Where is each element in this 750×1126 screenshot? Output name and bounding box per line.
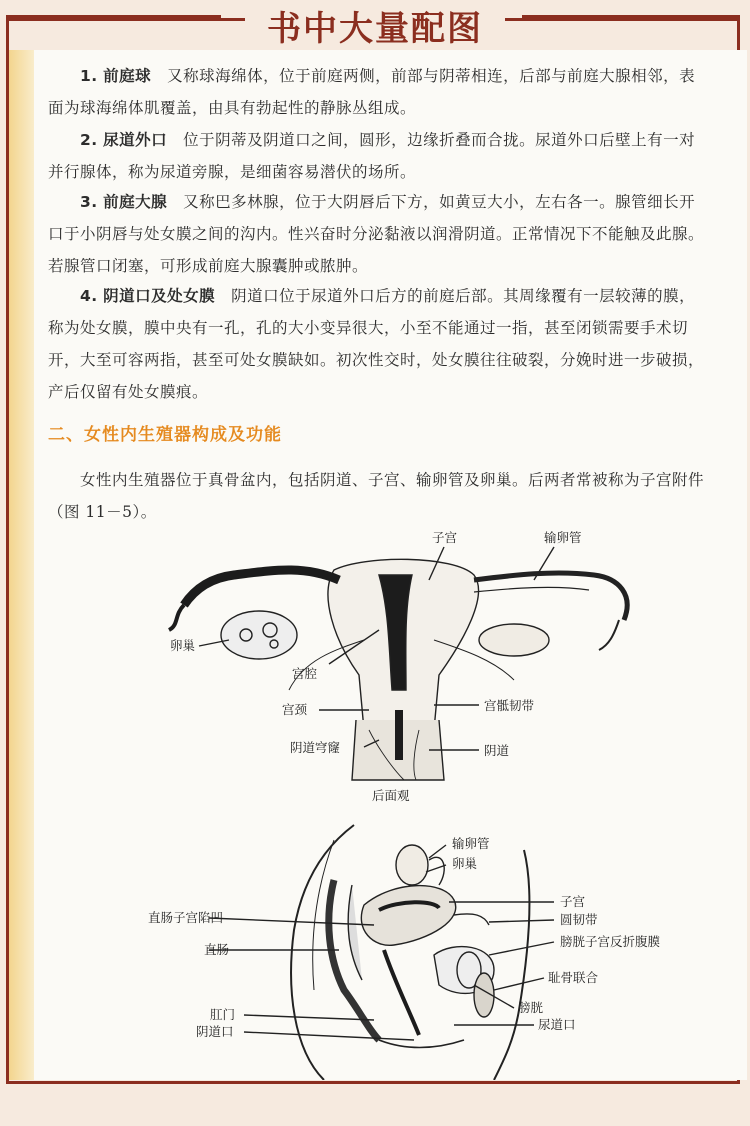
label-bladder: 膀胱 [518,1000,544,1015]
term-number: 1. [80,67,98,85]
banner [0,0,750,50]
paragraph-line: 开，大至可容两指，甚至可处女膜缺如。初次性交时，处女膜往往破裂，分娩时进一步破损， [48,351,705,369]
label-fallopian-tube: 输卵管 [544,530,582,545]
label-pubic-symphysis: 耻骨联合 [548,970,599,985]
term-number: 3. [80,193,98,211]
figure-pelvis-sagittal [209,825,554,1080]
book-page [34,50,747,1080]
label-vagina: 阴道 [484,743,510,758]
paragraph-line: 女性内生殖器位于真骨盆内，包括阴道、子宫、输卵管及卵巢。后两者常被称为子宫附件 [80,471,705,489]
paragraph-line: 阴道口位于尿道外口后方的前庭后部。其周缘覆有一层较薄的膜， [231,287,696,305]
section-heading: 二、女性内生殖器构成及功能 [48,425,282,445]
paragraph-line: 口于小阴唇与处女膜之间的沟内。性兴奋时分泌黏液以润滑阴道。正常情况下不能触及此腺。 [48,225,705,243]
term-title: 前庭大腺 [103,193,168,211]
paragraph-line: 称为处女膜，膜中央有一孔，孔的大小变异很大，小至不能通过一指，甚至闭锁需要手术切 [48,319,689,337]
paragraph-line: 又称球海绵体，位于前庭两侧，前部与阴蒂相连，后部与前庭大腺相邻，表 [167,67,696,85]
label-ovary: 卵巢 [170,638,196,653]
paragraph-line: 又称巴多林腺，位于大阴唇后下方，如黄豆大小，左右各一。腺管细长开 [183,193,696,211]
label-ovary-sagittal: 卵巢 [452,856,478,871]
label-round-ligament: 圆韧带 [560,912,598,927]
label-rectum: 直肠 [204,942,230,957]
label-uterus: 子宫 [432,530,458,545]
label-rectouterine-pouch: 直肠子宫陷凹 [148,910,224,925]
figure-uterus-posterior [169,547,627,780]
term-number: 2. [80,131,98,149]
label-vaginal-fornix: 阴道穹窿 [290,740,341,755]
figure-caption: 后面观 [372,788,410,803]
label-urethral-orifice: 尿道口 [538,1017,576,1032]
paragraph-line: （图 11－5）。 [48,503,157,521]
label-uterosacral-ligament: 宫骶韧带 [484,698,535,713]
label-uterine-cavity: 宫腔 [292,666,318,681]
anatomy-figures [34,50,747,1080]
term-title: 阴道口及处女膜 [103,287,216,305]
label-fallopian-tube-sagittal: 输卵管 [452,836,490,851]
book-spine-shadow [9,50,34,1080]
banner-rule-left [6,15,221,18]
paragraph-line: 若腺管口闭塞，可形成前庭大腺囊肿或脓肿。 [48,257,369,275]
paragraph-line: 面为球海绵体肌覆盖，由具有勃起性的静脉丛组成。 [48,99,417,117]
label-vesicouterine-fold: 膀胱子宫反折腹膜 [560,934,661,949]
label-vaginal-orifice: 阴道口 [196,1024,234,1039]
banner-rule-right [522,15,740,18]
label-cervix: 宫颈 [282,702,308,717]
label-anus: 肛门 [210,1007,236,1022]
term-title: 尿道外口 [103,131,168,149]
term-title: 前庭球 [103,67,152,85]
paragraph-line: 并行腺体，称为尿道旁腺，是细菌容易潜伏的场所。 [48,163,417,181]
banner-title: 书中大量配图 [245,1,505,50]
term-number: 4. [80,287,98,305]
paragraph-line: 位于阴蒂及阴道口之间，圆形，边缘折叠而合拢。尿道外口后壁上有一对 [183,131,696,149]
label-uterus-sagittal: 子宫 [560,894,586,909]
paragraph-line: 产后仅留有处女膜痕。 [48,383,209,401]
